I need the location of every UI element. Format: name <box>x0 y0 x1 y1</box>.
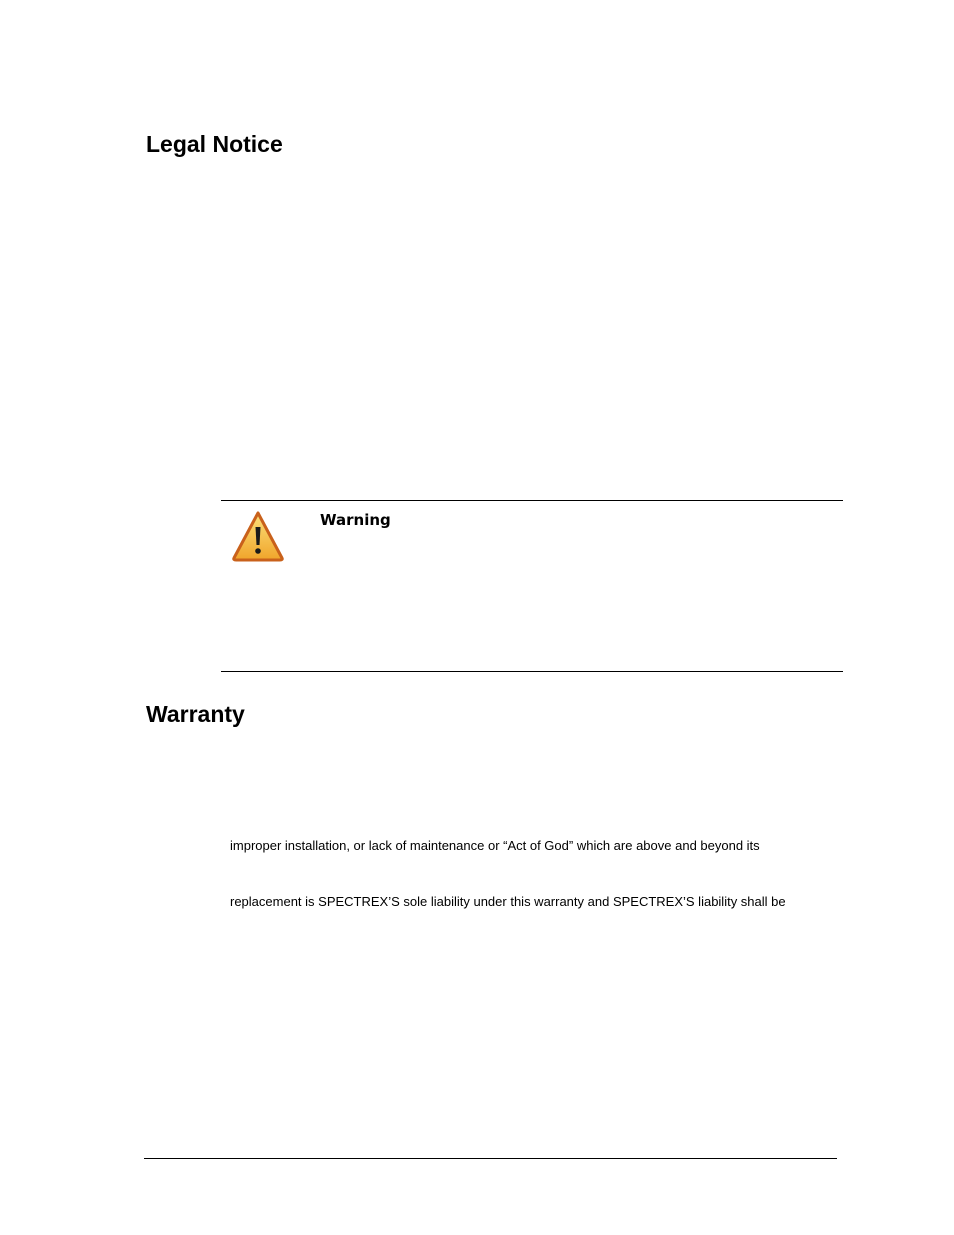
warranty-heading: Warranty <box>146 701 245 727</box>
footer-rule <box>144 1158 837 1159</box>
warranty-text-line: replacement is SPECTREX’S sole liability under this warranty and SPECTREX’S liability shall be <box>230 894 786 909</box>
warning-label: Warning <box>320 511 391 529</box>
warning-box-top-rule <box>221 500 843 501</box>
legal-notice-heading: Legal Notice <box>146 131 283 157</box>
warning-triangle-icon <box>231 510 285 562</box>
warranty-text-line: improper installation, or lack of maintenance or “Act of God” which are above and beyond its <box>230 838 760 853</box>
warning-box-bottom-rule <box>221 671 843 672</box>
